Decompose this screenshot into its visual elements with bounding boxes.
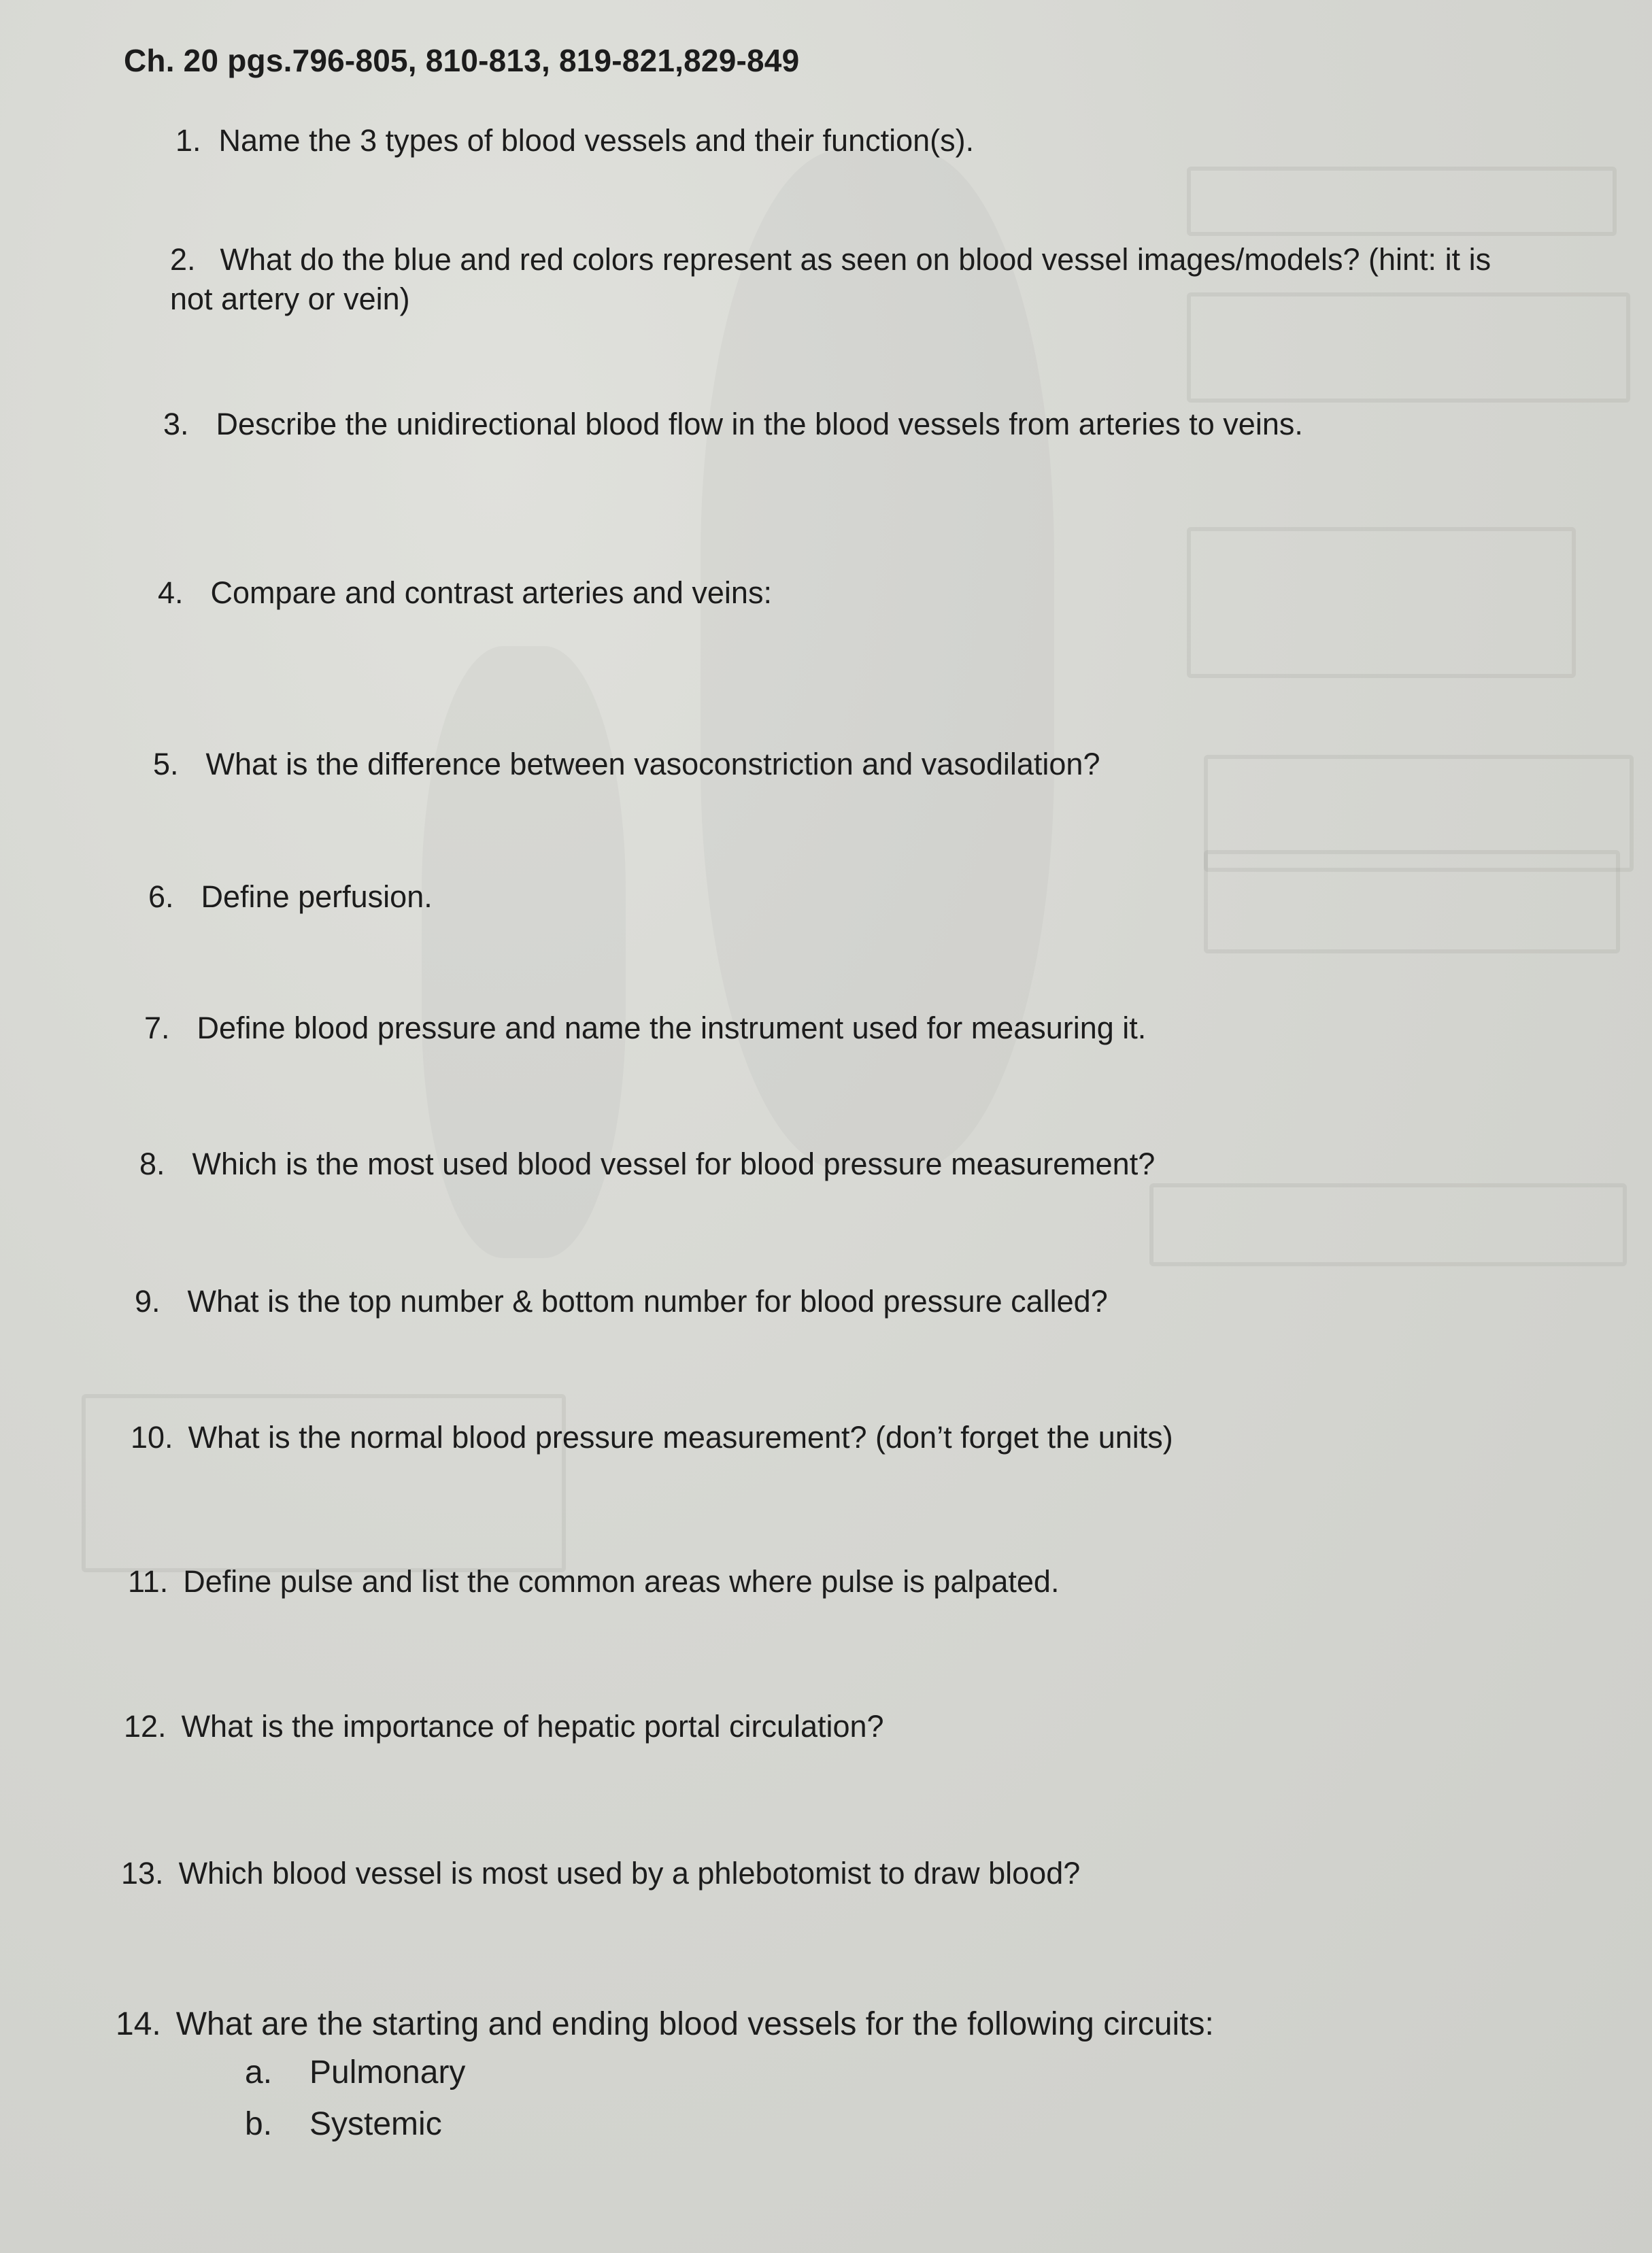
subitem-letter: b.	[245, 2106, 273, 2142]
question-7	[144, 1009, 1146, 1048]
question-text: Define perfusion.	[201, 879, 433, 914]
question-number: 8.	[139, 1147, 165, 1181]
bleed-through-box	[1149, 1183, 1627, 1266]
bleed-through-box	[1204, 850, 1620, 953]
question-3	[163, 405, 1303, 444]
question-text-continued: not artery or vein)	[170, 282, 410, 316]
question-4	[158, 573, 772, 613]
question-text: Define blood pressure and name the instrument used for measuring it.	[197, 1011, 1147, 1045]
question-text: What do the blue and red colors represent as seen on blood vessel images/models? (hint: it is	[220, 242, 1491, 277]
subitem-letter: a.	[245, 2054, 273, 2090]
question-text: Which blood vessel is most used by a phlebotomist to draw blood?	[178, 1856, 1081, 1891]
question-number: 6.	[148, 879, 174, 914]
question-number: 3.	[163, 407, 189, 441]
question-5	[153, 745, 1100, 784]
question-text: What is the importance of hepatic portal circulation?	[181, 1709, 884, 1744]
subitem-text: Systemic	[309, 2106, 442, 2142]
question-9	[135, 1282, 1108, 1321]
question-10	[131, 1418, 1173, 1457]
question-1	[175, 121, 974, 160]
question-text: What are the starting and ending blood vessels for the following circuits:	[175, 2006, 1214, 2042]
bleed-through-box	[1187, 527, 1576, 678]
question-number: 5.	[153, 747, 179, 781]
question-12	[124, 1707, 884, 1746]
question-number: 11.	[128, 1564, 169, 1599]
question-text: Name the 3 types of blood vessels and their function(s).	[218, 123, 975, 158]
subitem-a	[245, 2054, 465, 2091]
question-number: 10.	[131, 1420, 173, 1455]
question-text: What is the difference between vasoconstriction and vasodilation?	[205, 747, 1100, 781]
question-number: 9.	[135, 1284, 161, 1319]
question-number: 4.	[158, 575, 184, 610]
question-number: 14.	[116, 2006, 161, 2042]
question-number: 1.	[175, 123, 201, 158]
question-text: What is the normal blood pressure measurement? (don’t forget the units)	[188, 1420, 1173, 1455]
question-text: Describe the unidirectional blood flow in the blood vessels from arteries to veins.	[216, 407, 1303, 441]
question-number: 7.	[144, 1011, 170, 1045]
question-2	[170, 240, 1491, 319]
question-number: 12.	[124, 1709, 167, 1744]
question-text: Which is the most used blood vessel for blood pressure measurement?	[192, 1147, 1156, 1181]
question-number: 2.	[170, 242, 196, 277]
question-13	[121, 1854, 1080, 1893]
chapter-pages-heading: Ch. 20 pgs.796-805, 810-813, 819-821,829-849	[124, 43, 800, 78]
question-11	[128, 1562, 1059, 1602]
question-number: 13.	[121, 1856, 164, 1891]
question-8	[139, 1145, 1155, 1184]
subitem-text: Pulmonary	[309, 2054, 466, 2090]
question-text: Compare and contrast arteries and veins:	[210, 575, 772, 610]
question-text: Define pulse and list the common areas where pulse is palpated.	[183, 1564, 1060, 1599]
question-text: What is the top number & bottom number for blood pressure called?	[187, 1284, 1108, 1319]
bleed-through-box	[1187, 167, 1617, 236]
question-6	[148, 877, 433, 917]
question-14	[116, 2005, 1214, 2044]
subitem-b	[245, 2105, 442, 2143]
